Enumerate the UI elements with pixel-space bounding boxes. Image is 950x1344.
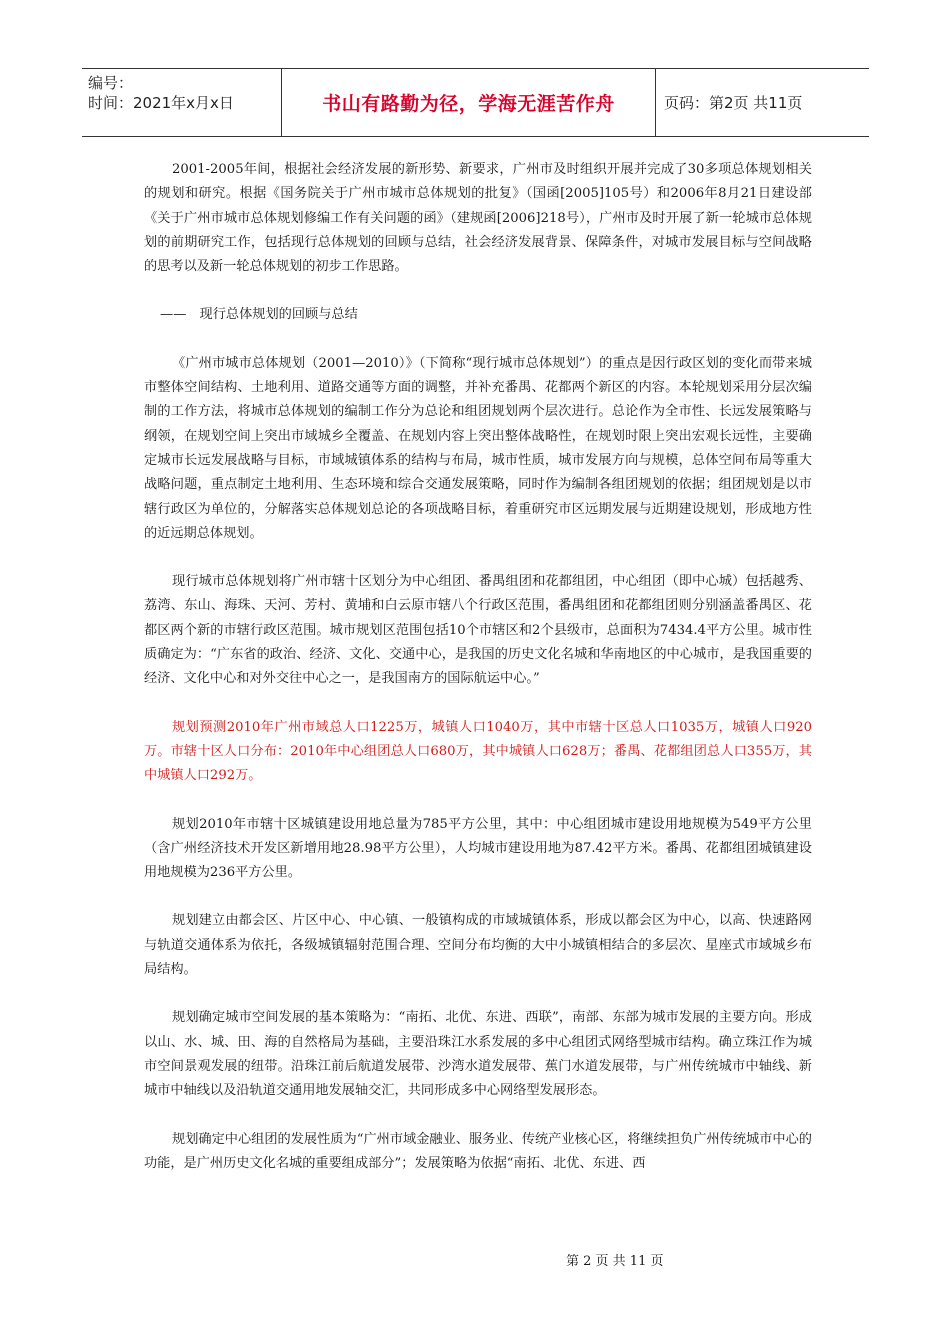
document-body xyxy=(144,158,812,1200)
time-label: 时间：2021年x月x日 xyxy=(88,94,234,112)
page-header xyxy=(82,68,869,137)
paragraph: 规划2010年市辖十区城镇建设用地总量为785平方公里，其中：中心组团城市建设用地规模为549平方公里（含广州经济技术开发区新增用地28.98平方公里），人均城市建设用地为87.42平方米。番禺、花都组团城镇建设用地规模为236平方公里。 xyxy=(144,816,812,881)
paragraph: 规划确定中心组团的发展性质为“广州市域金融业、服务业、传统产业核心区，将继续担负广州传统城市中心的功能，是广州历史文化名城的重要组成部分”；发展策略为依据“南拓、北优、东进、西 xyxy=(144,1131,812,1171)
header-meta xyxy=(82,69,282,136)
doc-number-label: 编号： xyxy=(88,74,134,92)
header-page-info: 页码：第2页 共11页 xyxy=(664,94,803,112)
paragraph-highlight: 规划预测2010年广州市域总人口1225万，城镇人口1040万，其中市辖十区总人口1035万，城镇人口920万。市辖十区人口分布：2010年中心组团总人口680万，其中城镇人口628万；番禺、花都组团总人口355万，其中城镇人口292万。 xyxy=(144,719,812,784)
header-motto: 书山有路勤为径，学海无涯苦作舟 xyxy=(282,69,656,136)
paragraph-intro: 2001-2005年间，根据社会经济发展的新形势、新要求，广州市及时组织开展并完成了30多项总体规划相关的规划和研究。根据《国务院关于广州市城市总体规划的批复》（国函[2005]105号）和2006年8月21日建设部《关于广州市城市总体规划修编工作有关问题的函》（建规函[2006]218号），广州市及时开展了新一轮城市总体规划的前期研究工作，包括现行总体规划的回顾与总结，社会经济发展背景、保障条件，对城市发展目标与空间战略的思考以及新一轮总体规划的初步工作思路。 xyxy=(144,162,812,275)
paragraph: 《广州市城市总体规划（2001—2010）》（下简称“现行城市总体规划”）的重点是因行政区划的变化而带来城市整体空间结构、土地利用、道路交通等方面的调整，并补充番禺、花都两个新区的内容。本轮规划采用分层次编制的工作方法，将城市总体规划的编制工作分为总论和组团规划两个层次进行。总论作为全市性、长远发展策略与纲领，在规划空间上突出市域城乡全覆盖、在规划内容上突出整体战略性，在规划时限上突出宏观长远性，主要确定城市长远发展战略与目标，市域城镇体系的结构与布局，城市性质，城市发展方向与规模，总体空间布局等重大战略问题，重点制定土地利用、生态环境和综合交通发展策略，同时作为编制各组团规划的依据；组团规划是以市辖行政区为单位的，分解落实总体规划总论的各项战略目标，着重研究市区远期发展与近期建设规划，形成地方性的近远期总体规划。 xyxy=(144,355,812,541)
paragraph: 规划建立由都会区、片区中心、中心镇、一般镇构成的市域城镇体系，形成以都会区为中心，以高、快速路网与轨道交通体系为依托，各级城镇辐射范围合理、空间分布均衡的大中小城镇相结合的多层次、星座式市域城乡布局结构。 xyxy=(144,913,812,978)
paragraph: 现行城市总体规划将广州市辖十区划分为中心组团、番禺组团和花都组团，中心组团（即中心城）包括越秀、荔湾、东山、海珠、天河、芳村、黄埔和白云原市辖八个行政区范围，番禺组团和花都组团则分别涵盖番禺区、花都区两个新的市辖行政区范围。城市规划区范围包括10个市辖区和2个县级市，总面积为7434.4平方公里。城市性质确定为：“广东省的政治、经济、文化、交通中心，是我国的历史文化名城和华南地区的中心城市，是我国重要的经济、文化中心和对外交往中心之一，是我国南方的国际航运中心。” xyxy=(144,574,812,687)
footer-page-number: 第 2 页 共 11 页 xyxy=(566,1254,664,1269)
section-heading: —— 现行总体规划的回顾与总结 xyxy=(160,307,358,323)
paragraph: 规划确定城市空间发展的基本策略为：“南拓、北优、东进、西联”，南部、东部为城市发展的主要方向。形成以山、水、城、田、海的自然格局为基础，主要沿珠江水系发展的多中心组团式网络型城市结构。确立珠江作为城市空间景观发展的纽带。沿珠江前后航道发展带、沙湾水道发展带、蕉门水道发展带，与广州传统城市中轴线、新城市中轴线以及沿轨道交通用地发展轴交汇，共同形成多中心网络型发展形态。 xyxy=(144,1010,812,1099)
